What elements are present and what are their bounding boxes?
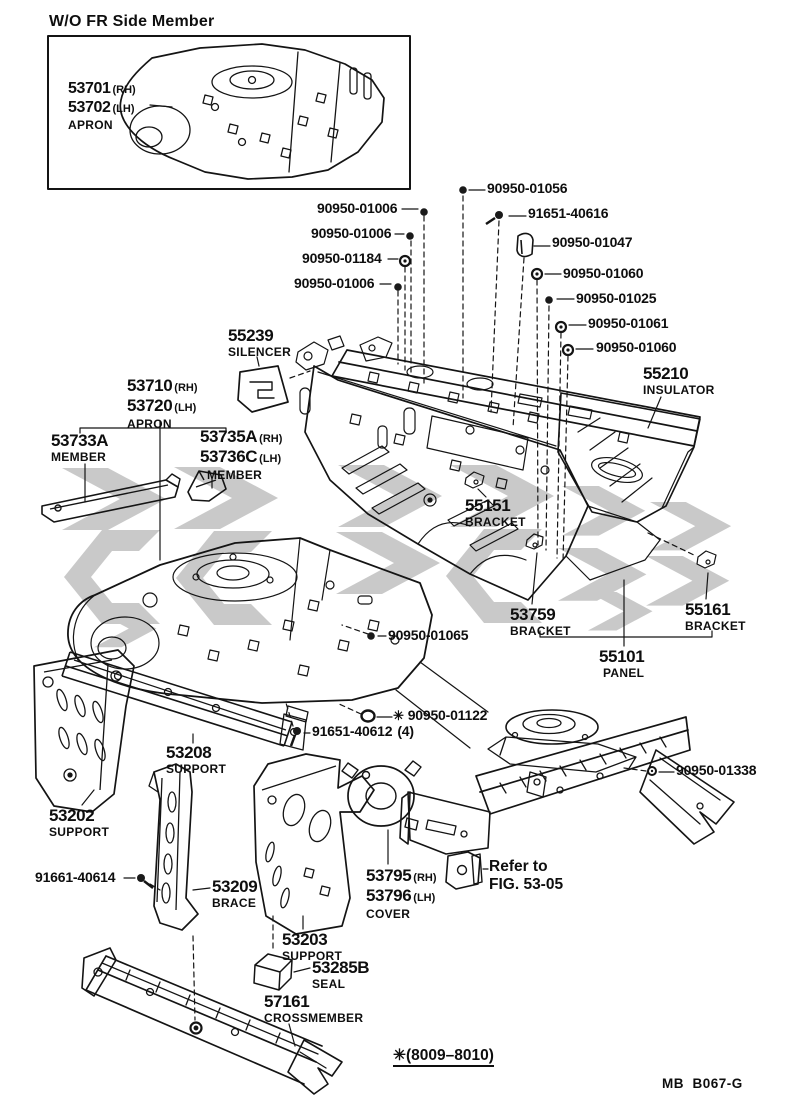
page-title: W/O FR Side Member <box>49 13 215 30</box>
callout-90950-01338: 90950-01338 <box>676 762 757 778</box>
callout-bracket-55151: 55151 BRACKET <box>465 496 526 529</box>
figure-code: MB B067-G <box>662 1076 743 1091</box>
callout-90950-01184: 90950-01184 <box>302 250 382 266</box>
callout-seal-53285b: 53285B SEAL <box>312 958 370 991</box>
support-53203-drawing <box>254 754 374 934</box>
silencer-drawing <box>238 366 288 412</box>
callout-support-53203: 53203 SUPPORT <box>282 930 343 963</box>
plug-icon <box>517 233 533 256</box>
callout-90950-01047: 90950-01047 <box>552 234 633 250</box>
support-53208-drawing <box>62 652 308 750</box>
callout-bracket-55161: 55161 BRACKET <box>685 600 746 633</box>
callout-support-53208: 53208 SUPPORT <box>166 743 227 776</box>
side-member-rail-drawing <box>400 710 734 854</box>
asterisk-mark: ✳ <box>393 708 404 723</box>
callout-90950-01122: ✳ 90950-01122 <box>393 707 488 723</box>
callout-silencer: 55239 SILENCER <box>228 326 292 359</box>
bracket-55161-drawing <box>697 551 716 568</box>
callout-90950-01060-1: 90950-01060 <box>563 265 644 281</box>
callout-brace-53209: 53209 BRACE <box>212 877 258 910</box>
callout-91651-40616: 91651-40616 <box>528 205 609 221</box>
callout-member-53733a: 53733A MEMBER <box>51 431 109 464</box>
nut-icon <box>400 256 573 355</box>
callout-crossmember-57161: 57161 CROSSMEMBER <box>264 992 364 1025</box>
callout-90950-01060-2: 90950-01060 <box>596 339 677 355</box>
callout-insulator: 55210 INSULATOR <box>643 364 715 397</box>
grommet-icon <box>362 711 375 722</box>
ring-clip-icon <box>648 767 656 775</box>
callout-90950-01056: 90950-01056 <box>487 180 568 196</box>
callout-90950-01006-1: 90950-01006 <box>317 200 398 216</box>
callout-90950-01025: 90950-01025 <box>576 290 657 306</box>
callout-apron: 53710 (RH) 53720 (LH) APRON <box>127 376 198 431</box>
callout-90950-01061: 90950-01061 <box>588 315 669 331</box>
callout-member-53735a: 53735A (RH) 53736C (LH) MEMBER <box>200 427 283 482</box>
callout-91661-40614: 91661-40614 <box>35 869 116 885</box>
callout-support-53202: 53202 SUPPORT <box>49 806 110 839</box>
callout-90950-01006-3: 90950-01006 <box>294 275 375 291</box>
callout-panel-55101: 55101 PANEL <box>599 647 645 680</box>
refer-bracket-drawing <box>446 852 482 889</box>
brace-53209-drawing <box>149 764 198 930</box>
callout-90950-01065: 90950-01065 <box>388 627 469 643</box>
callout-inset-apron: 53701 (RH) 53702 (LH) APRON <box>68 80 136 132</box>
refer-note: Refer to FIG. 53-05 <box>489 858 564 893</box>
callout-bracket-53759: 53759 BRACKET <box>510 605 571 638</box>
watermark <box>62 465 731 647</box>
callout-90950-01006-2: 90950-01006 <box>311 225 392 241</box>
production-period-note: ✳(8009–8010) <box>393 1048 494 1067</box>
callout-91651-40612: 91651-40612 (4) <box>312 723 414 739</box>
callout-cover-53795: 53795 (RH) 53796 (LH) COVER <box>366 866 437 921</box>
